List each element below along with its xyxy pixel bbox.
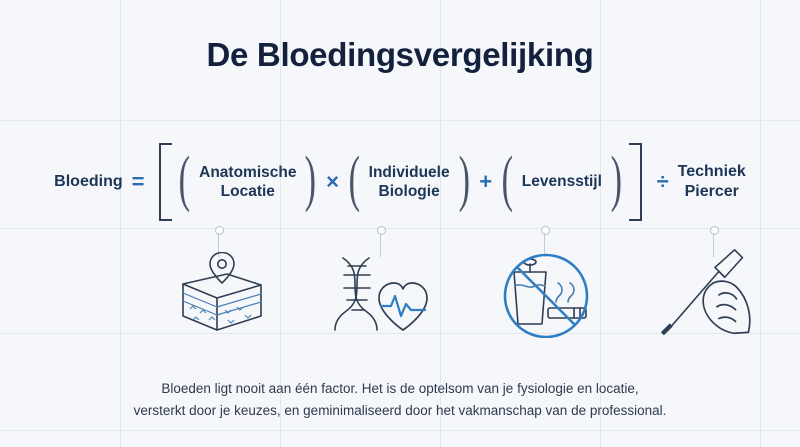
- paren-close: ): [305, 145, 317, 213]
- icon-techniek-piercer: [658, 248, 768, 338]
- caption-line-1: Bloeden ligt nooit aan één factor. Het is de optelsom van je fysiologie en locatie,: [161, 381, 639, 396]
- grid-line-horizontal: [0, 430, 800, 431]
- connector-dot: [710, 226, 719, 235]
- grid-line-horizontal: [0, 120, 800, 121]
- paren-close: ): [458, 145, 470, 213]
- paren-open: (: [501, 145, 514, 213]
- connector-dot: [215, 226, 224, 235]
- term-label-levensstijl: Levensstijl: [521, 173, 602, 191]
- icon-anatomische-locatie: [163, 250, 273, 340]
- skin-layer-location-pin-icon: [165, 252, 271, 338]
- paren-open: (: [348, 145, 360, 213]
- term-group-anatomische-locatie: [178, 145, 317, 216]
- term-label-individuele-biologie: Individuele Biologie: [368, 163, 450, 200]
- grid-line-horizontal: [0, 228, 800, 229]
- paren-open: (: [179, 145, 191, 213]
- connector-dot: [377, 226, 386, 235]
- hand-holding-needle-icon: [658, 247, 768, 339]
- term-group-levensstijl: [501, 145, 622, 216]
- bracket-close: [623, 143, 648, 221]
- equals-operator: =: [131, 169, 145, 194]
- plus-operator: +: [479, 169, 493, 194]
- equation-subject: Bloeding: [54, 173, 123, 190]
- connector-dot: [541, 226, 550, 235]
- icon-individuele-biologie: [325, 250, 435, 340]
- term-label-techniek-piercer: Techniek Piercer: [677, 163, 746, 200]
- equation-row: [0, 144, 800, 220]
- caption-line-2: versterkt door je keuzes, en geminimaliseerd door het vakmanschap van de professional.: [133, 403, 667, 419]
- bracket-open: [153, 143, 178, 221]
- caption: [0, 378, 800, 423]
- paren-close: ): [610, 145, 622, 213]
- term-group-individuele-biologie: [348, 145, 470, 216]
- no-alcohol-no-smoking-icon: [490, 252, 600, 338]
- term-label-anatomische-locatie: Anatomische Locatie: [199, 163, 297, 200]
- multiply-operator: ×: [326, 169, 339, 194]
- icon-levensstijl: [490, 250, 600, 340]
- divide-operator: ÷: [656, 169, 669, 194]
- page-title: De Bloedingsvergelijking: [206, 36, 594, 73]
- dna-heartbeat-icon: [325, 252, 435, 338]
